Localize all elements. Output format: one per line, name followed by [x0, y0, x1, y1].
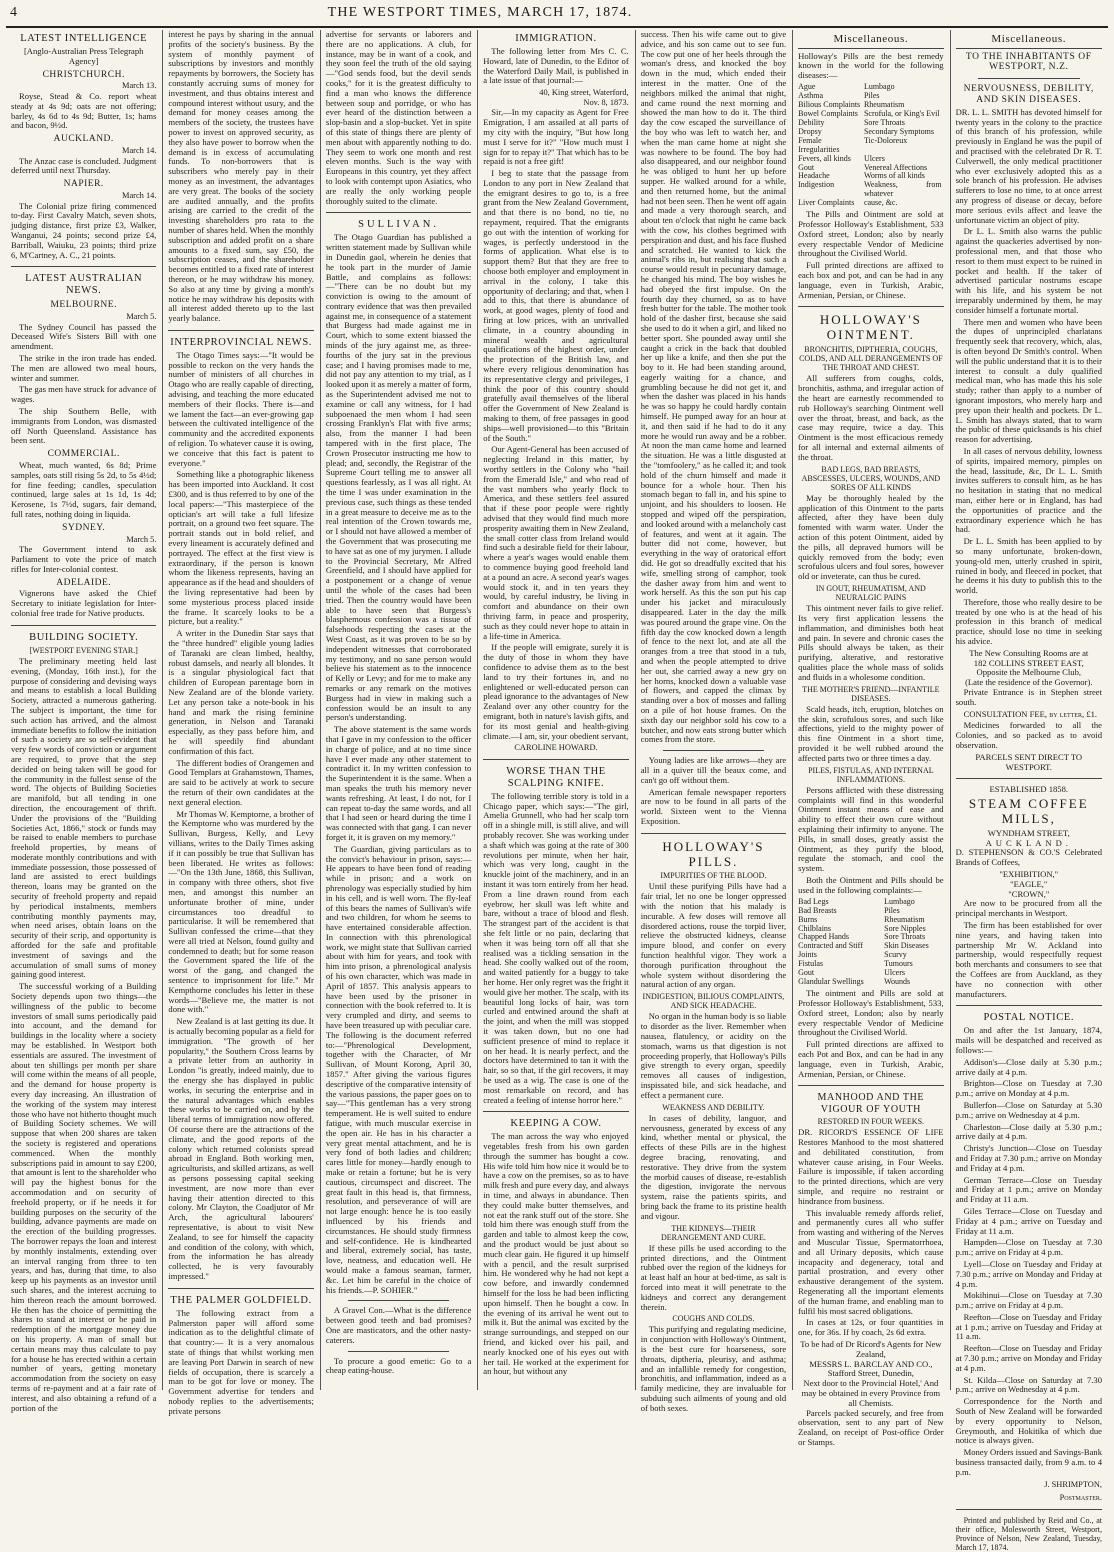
melbourne-text-3: The gas men have struck for advance of wages.	[11, 384, 157, 405]
interprovincial-text-6: New Zealand is at last getting its due. It is actually becoming popular as a field for immigration. "The growth of her popularity," the Southern Cross learns by a private letter from an authority in London "is greatly, indeed mainly, due to the energy she has displayed in public works, in securing the enterprise and in the natural advantages which enables these works to be carried on, and by the liberal terms of immigration now offered. Of course there are the attractions of the climate, and the good reports of the colony which returned colonists spread abroad in England. Both working men, agriculturists, and skilled artizans, as well as persons possessing capital seeking investment, are now more than ever having their attention directed to this colony. Mr Clayton, the Coadjutor of Mr Arch, the agricultural labourers' representative, is about to visit New Zealand, to see for himself the capacity and condition of the colony, with which, from the information he has already collected, he is very favourably impressed."	[168, 1016, 314, 1281]
postal-notice-heading: POSTAL NOTICE.	[983, 1012, 1075, 1024]
ailment-cell: Chapped Hands	[798, 932, 850, 942]
ailment-cell: Piles	[863, 90, 880, 100]
page-number: 4	[10, 5, 18, 20]
napier-date: March 14.	[122, 190, 157, 200]
australian-news-heading: LATEST AUSTRALIAN NEWS.	[25, 273, 143, 297]
postal-route: Brighton—Close on Tuesday at 7.30 p.m.; arrive on Monday at 4 p.m.	[955, 1078, 1102, 1099]
ailment-row	[798, 960, 943, 969]
ailment-cell: Weakness, from whatever	[863, 180, 942, 199]
private-entrance: Private Entrance is in Stephen street south.	[955, 687, 1102, 707]
pills-text-4: If these pills be used according to the printed directions, and the Ointment rubbed over the region of the kidneys for at least half an hour at bed-time, as salt is forced into meat it will penetrate to the kidneys and correct any derangement therein.	[640, 1242, 787, 1312]
column-1	[6, 30, 163, 1413]
emetic-joke: To procure a good emetic: Go to a cheap eating-house.	[325, 1355, 472, 1376]
ailment-cell: Indigestion	[798, 180, 835, 190]
ailment-row	[798, 978, 943, 987]
pills-sub-blood: IMPURITIES OF THE BLOOD.	[660, 871, 767, 881]
sydney-date: March 5.	[126, 534, 157, 544]
pills-text-3: In cases of debility, languor, and nervousness, generated by excess of any kind, whether mental or physical, the effects of these Pills are in the highest degree bracing, renovating, and restorative. They drive from the system the morbid causes of disease, re-establish the digestion, invigorate the nervous system, raise the patients spirits, and bring back the frame to its pristine health and vigour.	[640, 1112, 787, 1221]
column-7	[951, 30, 1108, 1552]
consulting-opposite: Opposite the Melbourne Club,	[976, 667, 1082, 678]
napier-text: The Colonial prize firing commenced to-day. First Cavalry Match, seven shots, judging distance, first prize £3, Walker, Wanganui, 24 points; second prize £4, Barriball, Waiuku, 23 points; third prize 6, M'Cartney, A. C., 21 points.	[11, 200, 157, 260]
ailment-cell: Debility	[798, 117, 825, 127]
manhood-parcels: Parcels packed securely, and free from observation, sent to any part of New Zealand, on receipt of Post-office Order or Stamps.	[798, 1407, 944, 1447]
ailment-cell: Worms of all kinds	[863, 171, 925, 181]
pills-sub-kidneys: THE KIDNEYS—THEIR DERANGEMENT AND CURE.	[660, 1223, 766, 1242]
ailment-cell: Joints	[798, 950, 817, 960]
pills-text-2: No organ in the human body is so liable to disorder as the liver. Remember when nausea, flatulency, or acidity on the stomach, warns us that digestion is not proceeding properly, that Holloway's Pills give strength to every organ, speedily removes all causes of indigestion, inspissated bile, and sick headache, and effect a permanent cure.	[640, 1011, 787, 1100]
ailments-table-2	[798, 898, 943, 988]
pills-text-1: Until these purifying Pills have had a fair trial, let no one be longer oppressed with the notion that his malady is incurable. A few doses will remove all disordered actions, rouse the torpid liver, relieve the obstructed kidneys, cleanse impure blood, and confer on every function healthful vigor. They work a thorough purification throughout the whole system without disordering the natural action of any organ.	[640, 881, 787, 990]
ailment-cell: Skin Diseases	[884, 941, 929, 951]
ailment-cell: Rheumatism	[884, 914, 925, 924]
page-columns	[6, 29, 1108, 1552]
napier-heading: NAPIER.	[63, 179, 104, 190]
divider	[798, 1085, 943, 1086]
melbourne-text-4: The ship Southern Belle, with immigrants from London, was dismasted off North Queensland. Assistance has been sent.	[11, 406, 157, 446]
ointment-text-4: Scald heads, itch, eruption, blotches on the skin, scrofulous sores, and such like affections, yield to the mighty power of this fine Ointment in a short time, provided it be well rubbed around the affected parts two or three times a day.	[798, 703, 944, 763]
divider	[956, 778, 1102, 779]
manhood-agent-intro: To be had of Dr Ricord's Agents for New Zealand,	[800, 1338, 942, 1359]
ailment-cell: Scurvy	[884, 950, 907, 960]
ailment-cell: Headache	[798, 171, 830, 181]
ointment-text-5: Persons afflicted with these distressing complaints will find in this wonderful Ointment instant means of ease and ability to effect their own cure without explaining their infirmity to anyone. The Pills, in small doses, greatly assist the Ointment, as they purify the blood, regulate the stomach, and cool the system.	[798, 784, 944, 874]
ailment-cell: Scrofula, or King's Evil	[863, 108, 940, 118]
ailment-cell: Liver Complaints	[798, 198, 855, 208]
ailment-cell: cause, &c.	[863, 198, 898, 208]
ailment-cell: Chilblains	[798, 923, 832, 933]
postal-route: Hampden—Close on Tuesday at 7.30 p.m.; arrive on Friday at 4 p.m.	[955, 1237, 1102, 1258]
immigration-text-4: Our Agent-General has been accused of neglecting Ireland in this matter, by worthy settlers in the Colony who "hail from the Emerald Isle," and who read of the vast numbers who yearly flock to America, and these settlers feel assured that if these poor people were rightly advised that they would find much more prosperity awaiting them in New Zealand, the small cotter class from Ireland would find such a desirable field for their labour, where a year's wages would enable them to commence buying good freehold land at a pound an acre. A second year's wages would stock it, and in ten years they would, by careful industry, be living in comfort and abundance on their own thriving farm, in peace and prosperity, such as they could never hope to attain in a life-time in America.	[483, 444, 629, 641]
postal-route: Christy's Junction—Close on Tuesday and Friday at 7.30 p.m.; arrive on Monday and Friday at 4 p.m.	[955, 1143, 1102, 1173]
auckland-heading: AUCKLAND.	[53, 134, 114, 145]
coffee-procured: Are now to be procured from all the principal merchants in Westport.	[955, 898, 1102, 919]
column-5	[636, 29, 793, 1413]
sydney-text: The Government intend to ask Parliament to vote the price of match rifles for Inter-colonial contest.	[11, 544, 157, 574]
divider	[978, 78, 1080, 79]
brand-crown: "CROWN,"	[1008, 888, 1050, 899]
consulting-late-residence: (Late the residence of the Governor).	[965, 677, 1093, 688]
reporters-note: American female newspaper reporters are now to be found in all parts of the world. Sixteen went to the Vienna Exposition.	[640, 786, 787, 826]
commercial-heading: COMMERCIAL.	[47, 449, 120, 460]
sydney-heading: SYDNEY.	[62, 522, 106, 533]
sullivan-text-1: The Otago Guardian has published a written statement made by Sullivan while in Dunedin gaol, wherein he denies that he took part in the murder of Jamie Battle, and complains as follows:—"There can be no doubt but my conviction is owing to the amount of contrary evidence that was then prevailed against me, in consequence of a statement that Burgess had made against me in Court, which to some extent biassed the minds of the jury against me, as three-fourths of the jury sat in the previous case; and I having promises made to me, did not pay any attention to my trial, as I looked upon it as merely a matter of form, as the Superintendent advised me not to examine or call any witness, for I had subpoenaed the men whom I had seen crossing Franklyn's Flat with five arms; also, from the manner I had been tampered with in the first place, The Crown Prosecutor instructing me how to plead; and, secondly, the Registrar of the Supreme Court telling me to answer all questions fearlessly, as I was all right. At the time I was under examination in the previous case, such things as these tended in a great measure to deceive me as to the real intention of the Crown towards me, or I should not have allowed a member of the Government that was prosecuting me to have sat as one of my jurymen. I allude to the Provincial Secretary, Mr Alfred Greenfield, and I should have applied for a postponement or a change of venue until the whole of the cases had been tried. Then the country would have been able to have seen that Burgess's blasphemous confession was a tissue of falsehoods respecting the cases at the West Coast, as it was proven to be so by independent witnesses that corroborated my testimony, and no sane person would believe his statement as to the innocence of Kelly or Levy; and for me to make any remarks or any remark on the motives Burgess had in view in making such a confession would be an insult to any person's understanding.	[325, 232, 472, 723]
pills-sub-coughs: COUGHS AND COLDS.	[672, 1314, 755, 1324]
ointment-directions-notice: Full printed directions are affixed to each Pot and Box, and can be had in any language, even in Turkish, Arabic, Armenian, Persian, or Chinese.	[798, 1039, 944, 1079]
established-year: ESTABLISHED 1858.	[989, 784, 1069, 795]
pills-text-5: This purifying and regulating medicine, in conjunction with Holloway's Ointment, is the best cure for hoarseness, sore throats, diptheria, pleurisy, and asthma; and an infallible remedy for congestion, bronchitis, and inflammation, indeed as a family medicine, they are invaluable for subduing such ailments of young and old of both sexes.	[640, 1324, 787, 1413]
ointment-text-3: This ointment never fails to give relief. Its very first application lessens the inflammation, and diminishes both heat and pain. In severe and chronic cases the Pills should always be taken, as their purifying, alterative, and restorative qualities place the whole mass of solids and fluids in a wholesome condition.	[798, 603, 944, 682]
coffee-firm: The firm has been established for over nine years, and having taken into partnership Mr W. Ackland into partnership, would respectfully request both merchants and consumers to see that the Coffees are from Auckland, as they have no connection with other manufacturers.	[955, 920, 1102, 999]
ailment-cell: Ague	[798, 81, 816, 91]
immigration-heading: IMMIGRATION.	[515, 33, 597, 44]
brand-exhibition: "EXHIBITION,"	[999, 869, 1059, 880]
ailment-cell: Piles	[884, 905, 900, 915]
auckland-date: March 14.	[122, 145, 157, 155]
manhood-text-1: DR. RICORD'S ESSENCE OF LIFE Restores Manhood to the most shattered and debilitated constitution, from whatever cause arising, in Four Weeks. Failure is impossible, if taken according to the printed directions, which are very simple, and require no restraint or hindrance from business.	[798, 1127, 944, 1206]
building-society-source: [WESTPORT EVENING STAR.]	[29, 645, 138, 655]
postal-route: Reefton—Close on Tuesday and Friday at 1 p.m.; arrive on Tuesday and Friday at 11 a.m.	[955, 1311, 1102, 1342]
keeping-cow-continued: success. Then his wife came out to give advice, and his son came out to see fun. The cow put one of her heels through the woman's dress, and knocked the boy down in the mud, which ended their interest in the matter. One of the neighbors milked the animal that night, and came round the next morning and showed the man how to do it. The third day the cow escaped the surveillance of the boy who was left to watch her, and when the man came home at night she was nowhere to be found. The boy had also disappeared, and our neighbor found he was obliged to hunt her up before supper. He walked around for a while, and then returned home, but the animal had not been seen. Then he went off again and made a very thorough search, and about ten o'clock that night he came back with the cow, his clothes begrimed with perspiration and dust, and his face flushed and scratched. He wanted to kick the animal's ribs in, but realising that such a course would result in pecuniary damage, he changed his mind. The boy wishes he had obeyed the first impulse. On the fourth day they churned, so as to have fresh butter for the table. The mother took hold of the dasher first, because she said she used to do it when a girl, and liked no better sport. She pounded away until she caught a crick in the back that doubled her up like a knife, and then she put the boy to it. He had been standing around, eagerly waiting for a chance, and grumbling because he did not get it, and when the dasher was placed in his hands he was so happy he could hardly contain himself. He pumped away for an hour at it, and then said if he had to do it any more he would run away and be a robber. At noon the man came home and learned the situation. He was a little disgusted at the "tomfoolery," as he called it; and took hold of the churn himself and made it bounce for a whole hour. Then his stomach began to fall in, and his spine to unjoint, and his shoulders to loosen. He stopped and wiped off the perspiration, and looked around with a melancholy cast of features, and went at it again. The butter did not come, however, but everything in the way of oratorical effort did. He got so dreadfully excited that his wife, smelling strong of camphor, took the dasher away from him and went to work herself. As this the son put his cap under his jacket and miraculously disappeared. Later in the day the milk was poured around the grape vine. On the fifth day the cow knocked down a length of fence to the next lot, and ate all the oranges from a tree that stood in a tub, and when the people attempted to drive her out, she carried away a new gry on her horns, knocked down a valuable vase of flowers, and capped the climax by standing over a box of mosses and falling on a pile of hot house frames. On the sixth day our neighbor sold his cow to a butcher, and now eats strong butter which comes from the store.	[640, 29, 787, 745]
parcels-direct: PARCELS SENT DIRECT TO WESTPORT.	[975, 751, 1083, 772]
smith-text-1: DR. L. L. SMITH has devoted himself for twenty years in the colony to the practice of this branch of his profession, while previously in England he was the pupil of and practised with the celebrated Dr R. T. Culverwell, the only medical practitioner who ever exclusively adopted this as a sole branch of his profession. He advises sufferers to lose no time, to at once arrest any progress of disease or decay, before more serious evils affect and leave the unfortunate victim an object of pity.	[955, 106, 1102, 225]
auckland-text: The Anzac case is concluded. Judgment deferred until next Thursday.	[11, 155, 157, 176]
melbourne-text-2: The strike in the iron trade has ended. The men are allowed two meal hours, winter and summer.	[11, 353, 157, 383]
column-2	[163, 29, 320, 1416]
interprovincial-text-5: Mr Thomas W. Kemptorne, a brother of the Kemptorne who was murdered by the Sullivan, Burgess, Kelly, and Levy villians, writes to the Daily Times asking if it can possibly be true that Sullivan has been liberated. He writes as follows:—"On the 13th June, 1868, this Sullivan, in company with three others, shot five men, and amongst this number an unfortunate brother of mine, under circumstances too dreadful to particularise. It will be remembered that Sullivan confessed the crime—that they were all tried at Nelson, found guilty and condemned to death; but for some reason the Government spared the life of the worst of the gang, and changed the sentence to imprisonment for life." Mr Kempthorne concludes his letter in these words—"Believe me, the matter is not done with."	[168, 808, 314, 1015]
ailment-cell: Tumours	[884, 959, 913, 969]
divider	[11, 266, 156, 267]
ailment-cell: Secondary Symptoms	[863, 126, 934, 136]
ailment-cell: Wounds	[884, 977, 911, 987]
commercial-text: Wheat, much wanted, 6s 8d; Prime samples, oats still rising 5s 2d, to 5s 4½d; for fine feeding; candles, speculation continued, large sales at 1s 1d, 1s 4d; Kerosene, 1s 7½d, sugars, fair demand, full rates, nothing doing in liquida.	[11, 460, 157, 520]
divider	[168, 1288, 313, 1289]
ailment-row	[798, 137, 943, 155]
manhood-subheading: RESTORED IN FOUR WEEKS.	[817, 1117, 925, 1127]
postal-route: Reefton—Close on Tuesday and Friday at 7.30 p.m.; arrive on Monday and Friday at 4 p.m.	[955, 1343, 1102, 1373]
ailment-cell: Sore Nipples	[884, 923, 926, 933]
ointment-text-2: May be thoroughly healed by the application of this Ointment to the parts affected, after they have been duly fomented with warm water. Under the action of this potent Ointment, aided by the pills, all depraved humors will be quickly removed from the body; even scrofulous ulcers and foul sores, however old or inveterate, can thus be cured.	[798, 492, 944, 582]
consulting-address: 182 COLLINS STREET EAST,	[973, 657, 1084, 668]
scalping-knife-text: The following terrible story is told in a Chicago paper, which says:—"The girl, Amelia Grunnell, who had her scalp torn off in a shingle mill, is still alive, and will probably recover. She was working under a shaft which was going at the rate of 300 revolutions per minute, when her hair, which was very long, caught in the knuckle joint of the machinery, and in an instant it was torn entirely from her head. From a line drawn round from each eyebrow, her skull was left white and bare, without a trace of blood and flesh. The strangest part of the accident is that she felt little or no pain, declaring that when it was being torn off all that she realised was a tickling sensation in the head. She coolly walked out of the room, and waited patiently for a buggy to take her home. Her only regret was the fright it would give her mother. The scalp, with its beautiful long locks of hair, was torn curled and entwined around the shaft at the joint, and when the mill was stopped it was taken down, but no one had sufficient presence of mind to replace it on her head. It is nearly perfect, and the doctors have determined to tan it with the hair, so so that, if the girl recovers, it may be used as a wig. The case is one of the most remarkable on record, and has created a feeling of intense horror here."	[483, 790, 629, 1105]
smith-text-3: There men and women who have been the dupes of unprincipled charlatans frequently seek that recovery, which, alas, is often beyond Dr Smith's control. When will the public understand that it is to their interest to consult a duly qualified medical man, who has made this his sole study; rather than apply to a number of ignorant impostors, who merely harp and prey upon their health and pockets. Dr L. L. Smith has always stated, that to warn the public of these quicksands is his chief reason for advertising.	[955, 316, 1102, 445]
miscellaneous-heading: Miscellaneous.	[833, 33, 909, 45]
ailment-row	[798, 181, 943, 199]
smith-text-6: Therefore, those who really desire to be treated by one who is at the head of his profession in this branch of medical practice, should lose no time in seeking his advice.	[955, 596, 1102, 647]
postal-route: Bullerfon—Close on Saturday at 5.30 p.m.; arrive on Wednesday at 4 p.m.	[955, 1099, 1102, 1120]
ointment-sub-gout: IN GOUT, RHEUMATISM, AND NEURALGIC PAINS	[815, 584, 926, 603]
interprovincial-heading: INTERPROVINCIAL NEWS.	[170, 336, 312, 348]
nervousness-heading: NERVOUSNESS, DEBILITY, AND SKIN DISEASES.	[963, 84, 1094, 106]
immigration-text-5: If the people will emigrate, surely it is the duty of those in whom they have confidence to advise them as to the best land to try their fortunes in, and no enlightened or well-educated person can plead ignorance to the advantages of New Zealand over any other country for the emigrant, both in nature's lavish gifts, and for its most genial and health-giving climate.—I am, sir, your obedient servant,	[483, 642, 629, 741]
wyndham-street: WYNDHAM STREET,	[987, 827, 1070, 838]
gravel-joke: A Gravel Con.—What is the difference between good teeth and bad promises? One are masticators, and the other nasty-caterers.	[325, 1305, 472, 1345]
building-society-text-1: The preliminary meeting held last evening, (Monday, 16th inst.), for the purpose of considering and devising ways and means to establish a local Building Society, attracted a numerous gathering. The subject is important, the time for such action has arrived, and the almost immediate benefits to follow the initiation of such a society are so self-evident that very few words of conviction or argument are required, to prove that the step decided on being taken will be good for the community in the fullest sense of the word. The objects of Building Societies are manifold, but all tending in one direction, the encouragement of thrift. Under the provisions of the "Building Societies Act, 1866," stock or funds may be raised to enable members to purchase freehold properties, by means of moderate monthly contributions and with immediate possession, those possessed of land are assisted to erect buildings thereon, loans may be granted on the security of freehold property and repaid by periodical instalments, members contributing monthly payments may, when need arises, obtain loans on the security of their scrip, and opportunity is afforded for the safe and profitable investment of savings and the accumulation of small sums of money gaining good interest.	[11, 655, 157, 980]
sullivan-heading: SULLIVAN.	[358, 219, 439, 231]
postal-route: Giles Terrace—Close on Tuesday and Friday at 4 p.m.; arrive on Tuesday and Friday at 11 a.m.	[955, 1205, 1102, 1236]
building-society-continued: interest he pays by sharing in the annual profits of the society's business. By the system of monthly payment of subscriptions by investors and monthly repayments by borrowers, the Society has constantly accruing sums of money for investment, and thus obtains interest and compound interest without usury, and the demand for money ceases among the members of the society, the trustees have power to invest on approved security, as they also have power to borrow when the demand is in excess of accumulating funds. To non-borrowers that is subscribers who merely pay in their money as an investment, the advantages are very great. The books of the society are audited annually, and the profits arising are carried to the credit of the investing shareholders pro rata to the number of shares held. When the monthly subscription and added profit on a share amounts to a fixed sum, say £50, the subscription ceases, and the shareholder becomes entitled to a fixed rate of interest thereon, or he may withdraw his money. So also at any time by giving a month's notice he may withdraw his deposits with all interest added thereto up to the last yearly balance.	[168, 29, 314, 324]
ointment-sub-bad-legs: BAD LEGS, BAD BREASTS, ABSCESSES, ULCERS, WOUNDS, AND SORES OF ALL KINDS	[801, 464, 941, 492]
immigration-address: 40, King street, Waterford, Nov. 8, 1873.	[539, 88, 629, 107]
melbourne-date: March 5.	[126, 312, 157, 322]
ointment-text-1: All sufferers from coughs, colds, bronchitis, asthma, and irregular action of the heart are earnestly recommended to rub Holloway's searching Ointment well over the throat, breast, and back, as the case may require, twice a day. This Ointment is the most efficacious remedy for all internal and external ailments of the throat.	[798, 373, 944, 462]
smith-text-2: Dr L. L. Smith also warns the public against the quackeries advertised by non-professional men, and that those who resort to them must expect to be ruined in pocket and health. If the taker of advertised particular nostrums escape with his life, and his system be not irreparably undermined by them, he may consider himself a fortunate mortal.	[955, 226, 1102, 315]
manhood-price: In cases at 12s, or four quantities in one, for 36s. If by coach, 2s 6d extra.	[798, 1317, 944, 1338]
keeping-cow-text: The man across the way who enjoyed vegetables fresh from his own garden through the summer has bought a cow. His wife told him how nice it would be to have a cow on the premises, so as to have milk fresh and pure every day, and always in time, and always in abundance. Then they could make butter themselves, and not eat the rank stuff out of the store. She told him there was enough stuff from the garden and table to almost keep the cow, and the product would be just about so much clear gain. He figured it up himself with a pencil, and the result surprised him. He wondered why he had not kept a cow before, and inwardly condemned himself for the loss he had been inflicting upon himself. Then he bought a cow. In the evening of its arrival he went out to milk it. But the animal was excited by the strange surroundings, and stepped on our friend, and kicked over his pail, and nearly knocked one of his eyes out with her tail. He worked at the experiment for an hour, but without any	[483, 1131, 629, 1377]
interprovincial-text-4: The different bodies of Orangemen and Good Templars at Grahamstown, Thames, are said to be actively at work to secure the return of their own candidates at the next general election.	[168, 757, 314, 807]
auckland-label: AUCKLAND.	[985, 837, 1072, 848]
holloways-pills-headline: HOLLOWAY'S PILLS.	[662, 838, 765, 869]
consulting-rooms: The New Consulting Rooms are at	[969, 647, 1089, 658]
postal-route: Addison's—Close daily at 5.30 p.m.; arrive daily at 4 p.m.	[955, 1056, 1102, 1077]
divider	[641, 833, 786, 834]
divider	[168, 330, 313, 331]
manhood-agent-name: MESSRS L. BARCLAY AND CO.,	[809, 1358, 933, 1369]
divider	[483, 1111, 628, 1112]
inhabitants-heading: TO THE INHABITANTS OF WESTPORT, N.Z.	[965, 51, 1092, 73]
printer-imprint: Printed and published by Reid and Co., at their office, Molesworth Street, Westport, Province of Nelson, New Zealand, Tuesday, March 17, 1874.	[955, 1515, 1102, 1552]
divider	[348, 1300, 449, 1301]
manhood-agent-address: Stafford Street, Dunedin,	[827, 1368, 914, 1379]
telegraph-agency: [Anglo-Australian Press Telegraph Agency]	[23, 45, 144, 66]
ailments-table-1	[798, 83, 943, 208]
postal-correspondence: Correspondence for the North and South of New Zealand will be forwarded by every opportunity to Nelson, Greymouth, and Hokitika of which due notice is always given.	[955, 1396, 1102, 1446]
manhood-headline: MANHOOD AND THE VIGOUR OF YOUTH	[817, 1092, 925, 1115]
postal-route: Charleston—Close daily at 5.30 p.m.; arrive daily at 4 p.m.	[955, 1121, 1102, 1142]
ailment-cell: Female Irregularities	[798, 135, 840, 154]
column-6	[793, 30, 950, 1447]
smith-text-5: Dr L. L. Smith has been applied to by so many unfortunate, broken-down, young-old men, utterly crushed in spirit, ruined in body, and fleeced in pocket, that he deems it his duty to publish this to the world.	[955, 536, 1102, 596]
immigration-text-1: The following letter from Mrs C. C. Howard, late of Dunedin, to the Editor of the Waterford Daily Mail, is published in a late issue of that journal:—	[483, 45, 629, 86]
postal-intro: On and after the 1st January, 1874, mails will be despatched and received as follows:—	[955, 1025, 1102, 1055]
ailment-cell: Asthma	[798, 90, 824, 100]
ailment-cell: Glandular Swellings	[798, 977, 864, 987]
pills-sub-weakness: WEAKNESS AND DEBILITY.	[662, 1102, 765, 1112]
keeping-cow-heading: KEEPING A COW.	[510, 1118, 602, 1130]
christchurch-date: March 13.	[122, 81, 157, 91]
postal-route: German Terrace—Close on Tuesday and Friday at 1 p.m.; arrive on Monday and Friday at 11 a.m.	[955, 1174, 1102, 1205]
immigration-text-2: Sir,—In my capacity as Agent for Free Emigration, I am assailed at all parts of my city with the inquiry, "But how long must I serve for it?" "How much must I sign for to repay it?" That which has to be repaid is not a free gift!	[483, 107, 629, 167]
steam-coffee-mills: STEAM COFFEE MILLS,	[968, 796, 1089, 827]
palmer-goldfield-continued: advertise for servants or laborers and there are no applications. A club, for instance, may be in want of a cook, and they soon feel the truth of the old saying—"God sends food, but the devil sends cooks," for it is the greatest difficulty to find a man who knows the difference between soup and porridge, or who has ever heard of the distinction between a slop-basin and a slop-bucket. Yet in spite of this state of things there are plenty of men about with apparently nothing to do. They seem to work one month and rest eleven months. Such is the way with Europeans in this country, yet they affect to look with contempt upon Asiatics, who are really the only working people thoroughly suited to the climate.	[325, 29, 472, 206]
top-rule	[6, 26, 1108, 28]
ailment-cell: Gout	[798, 968, 815, 978]
column-3	[321, 30, 478, 1390]
building-society-text-2: The successful working of a Building Society depends upon two things—the willingness of the public to become investors of small sums periodically paid into account, and the demand for buildings in the locality where a society may be established. In Westport both essentials are assured. The investment of about ten shillings per month per share will come within the means of all people, and the demand for house property is every day increasing. An illustration of the working of the system may interest those who have not hitherto thought much of Building Society schemes. We will suppose that when 200 shares are taken the society is registered and operations commenced. When the monthly subscriptions paid in amount to say £200, that amount is lent to the shareholder who will pay the highest bonus for the accommodation and on security of freehold property, or if he needs it for building purposes on the security of the building, advance payments are made on the erection of the building progresses. The borrower repays the loan and interest by monthly instalments, extending over an interval ranging from three to ten years, and has, during that time, to also keep up his payments as an investor until such shares, and the interest accruing to him thereon reach the amount borrowed. He then has the choice of permitting the shares to stand at interest or be paid in redemption of the mortgage money due on his property. A man of small but certain means may thus calculate to pay for a house he has erected within a certain number of years, getting monetary accommodation from the society on easy terms of re-payment and at a fair rate of interest, and also obtaining a refund of a portion of the	[11, 981, 157, 1413]
divider	[956, 48, 1102, 49]
ailment-cell: Bowel Complaints	[798, 108, 858, 118]
ailment-cell: Dropsy	[798, 126, 822, 136]
stephenson-brands: D. STEPHENSON & CO.'S Celebrated Brands of Coffees,	[955, 847, 1102, 868]
consultation-fee: CONSULTATION FEE, by letter, £1.	[963, 708, 1098, 719]
divider	[798, 48, 943, 49]
interprovincial-text-2: Something like a photographic likeness has been imported into Auckland. It cost £300, and is thus referred to by one of the local papers:—"This masterpiece of the optician's art will take a full lifesize portrait, on a ground two feet square. The portrait stands out in bold relief, and every lineament is accurately defined and portrayed. The effect at the first view is extraordinary, if the person is known whom the likeness represents, having an appearance as if the head and shoulders of the living representative had been by some mysterious process placed inside the frame. It scarcely looks to be a picture, but a reality."	[168, 469, 314, 627]
ailment-cell: Lumbago	[884, 896, 915, 906]
holloways-ointment-headline: HOLLOWAY'S OINTMENT.	[819, 312, 922, 343]
divider	[348, 1351, 449, 1352]
ailment-cell: Bilious Complaints	[798, 99, 861, 109]
newspaper-title: THE WESTPORT TIMES, MARCH 17, 1874.	[327, 5, 633, 20]
postal-route: Mokihinui—Close on Tuesday at 7.30 p.m.; arrive on Friday at 4 p.m.	[955, 1290, 1102, 1311]
divider	[11, 625, 156, 626]
ailment-cell: Gout	[798, 162, 815, 172]
ailment-cell: Ulcers	[863, 153, 885, 163]
pills-directions-notice: Full printed directions are affixed to each box and pot, and can be had in any language, even in Turkish, Arabic, Armenian, Persian, or Chinese.	[798, 260, 944, 300]
sullivan-text-3: The Guardian, giving particulars as to the convict's behaviour in prison, says:—He appears to have been fond of reading while in prison; and a work on phrenology was especially studied by him in his cell, and is well worn. The fly-leaf of this bears the names of Sullivan's wife and two children, for whom he seems to have entertained considerable affection. In connection with this phrenological work, we might state that Sullivan carried about with him for years, and took with him into prison, a phrenological analysis of his own character, which was made in April of 1857. This analysis appears to have been used by the prisoner in connection with the book referred to. It is very crumpled and dirty, and seems to have been treasured up with peculiar care. The following is the document referred to:—"Phrenological Development, together with the Character, of Mr Sullivan, of Mount Korong, April 30, 1857." After giving the various figures descriptive of the comparative intensity of the various passions, the paper goes on to say—"This gentleman has a very strong temperament. He is well suited to endure fatigue, with much muscular exercise in the open air. He has in his character a very great mental attachment, and he is very fond of both ladies and children; cares little for money—hardly enough to make or retain a fortune; but he is very cautious, circumspect and discreet. The great fault in this head is, that firmness, resolution, and perseverance of will are not large enough: hence he is too easily influenced by his friends and circumstances. He should study firmness and self-confidence. He is kindhearted and liberal, extremely social, has taste, love, neatness, and education well. He would make a famous seaman, farmer, &c. Let him be careful in the choice of his friends.—P. SOHIER."	[325, 843, 472, 1295]
melbourne-text-1: The Sydney Council has passed the Deceased Wife's Sisters Bill with one amendment.	[11, 321, 157, 352]
divider	[956, 1005, 1102, 1006]
divider	[798, 306, 943, 307]
melbourne-heading: MELBOURNE.	[50, 300, 117, 311]
manhood-text-2: This invaluable remedy affords relief, and permanently cures all who suffer from wasting and withering of the Nerves and Muscular Tissue, Spermatorrhoea, and all Urinary deposits, which cause incapacity and degeneracy, total and partial prostration, and every other exhaustive derangement of the system. Regenerating all the important elements of the human frame, and enabling man to fulfil his most sacred obligations.	[798, 1207, 944, 1316]
telegraph-heading: LATEST INTELLIGENCE	[20, 33, 148, 44]
ailment-cell: Sore Throats	[884, 932, 926, 942]
ointment-sub-mothers-friend: THE MOTHER'S FRIEND—INFANTILE DISEASES.	[802, 684, 940, 703]
ailment-row	[798, 942, 943, 951]
ointment-sold-notice: The ointment and Pills are sold at Professor Holloway's Establishment, 533, Oxford street, London; also by nearly every respectable Vendor of Medicine throughout the Civilised World.	[798, 988, 944, 1038]
arrows-joke: Young ladies are like arrows—they are all in a quiver till the beaux come, and can't go off without them.	[640, 755, 787, 785]
divider	[326, 212, 471, 213]
postal-route: St. Kilda—Close on Saturday at 7.30 p.m.; arrive on Wednesday at 4 p.m.	[955, 1374, 1102, 1395]
manhood-agent-next: Next door to the Provincial Hotel,' And may be obtained in every Province from all Chemists.	[801, 1378, 941, 1408]
adelaide-text: Vignerons have asked the Chief Secretary to initiate legislation for Inter-colonial free trade for Native products.	[11, 588, 157, 619]
ailment-cell: Bad Breasts	[798, 905, 837, 915]
holloway-intro: Holloway's Pills are the best remedy known in the world for the following diseases:—	[798, 50, 944, 81]
pills-sold-notice: The Pills and Ointment are sold at Professor Holloway's Establishment, 533 Oxford street, London; also by nearly every respectable Vendor of Medicine throughout the Civilised World.	[798, 209, 944, 259]
christchurch-text: Royse, Stead & Co. report wheat steady at 4s 9d; oats are not offering; barley, 4s 6d to 4s 9d; Butter, 1s; hams and bacon, 9½d.	[11, 90, 157, 131]
column-4	[478, 30, 635, 1390]
miscellaneous-heading-2: Miscellaneous.	[991, 33, 1067, 45]
postal-route: Lyell—Close on Tuesday and Friday at 7.30 p.m.; arrive on Monday and Friday at 4 p.m.	[955, 1258, 1102, 1289]
adelaide-heading: ADELAIDE.	[56, 577, 112, 588]
palmer-goldfield-heading: THE PALMER GOLDFIELD.	[170, 1294, 312, 1306]
interprovincial-text-1: The Otago Times says:—"It would be possible to reckon on the very hands the number of ministers of all churches in Otago who are really capable of directing, advising, and teaching the more educated members of their flocks. There is—and we lament the fact—an ever-growing gap between the cultivated intelligence of the community and the accredited exponents of religion. To whatever cause it is owing, we conceive that this fact is patent to everyone."	[168, 349, 314, 468]
ailment-cell: Rheumatism	[863, 99, 905, 109]
interprovincial-text-3: A writer in the Dunedin Star says that the "three hundred" eligible young ladies of Taranaki are clean limbed, healthy, robust damsels, and nearly all blondes. It is a singular physiological fact that children of European parentage born in New Zealand are of the blonde variety. Let any person take a note-book in his hand and mark the rising feminine generation, in Nelson and Taranaki especially, as they pass before him, and he will speedily find abundant confirmation of this fact.	[168, 628, 314, 756]
ailment-cell: Bad Legs	[798, 896, 829, 906]
ailment-cell: Sore Throats	[863, 117, 905, 127]
immigration-signature: CAROLINE HOWARD.	[514, 743, 598, 753]
palmer-goldfield-text: The following extract from a Palmerston paper will afford some indication as to the delightful climate of that country:— It is a very anomalous state of things that whilst working men are leaving Port Darwin in search of new fields of occupation, there is scarcely a man to be got for love or money. The Government advertise for tenders and nobody replies to the advertisements; private persons	[168, 1307, 314, 1416]
postal-schedule	[956, 1058, 1102, 1396]
smith-text-4: In all cases of nervous debility, lowness of spirits, impaired memory, pimples on the head, lassitude, &c, Dr L. L. Smith invites sufferers to consult him, as he has no hesitation in stating that no medical man, either here or in England, has had the opportunities of practice and the extraordinary experience which he has had.	[955, 445, 1102, 535]
divider	[956, 1509, 1102, 1510]
ailment-cell: Tic-Doloreux	[863, 135, 908, 145]
medicines-forwarded: Medicines forwarded to all the Colonies, and so packed as to avoid observation.	[955, 720, 1102, 751]
postal-money-orders: Money Orders issued and Savings-Bank business transacted daily, from 9 a.m. to 4 p.m.	[955, 1447, 1102, 1477]
ointment-sub-bronchitis: BRONCHITIS, DIPTHERIA, COUGHS, COLDS, AND ALL DERANGEMENTS OF THE THROAT AND CHEST.	[799, 345, 943, 373]
building-society-heading: BUILDING SOCIETY.	[29, 631, 139, 643]
ailment-cell: Venereal Affections	[863, 162, 928, 172]
ailment-cell: Fevers, all kinds	[798, 153, 851, 163]
brand-eagle: "EAGLE,"	[1010, 878, 1048, 889]
postmaster-name: J. SHRIMPTON,	[1044, 1479, 1102, 1489]
postmaster-title: Postmaster.	[1059, 1493, 1102, 1503]
divider	[663, 750, 764, 751]
ailment-cell: Lumbago	[863, 81, 895, 91]
ailment-cell: Fistulas	[798, 959, 824, 969]
ointment-both-intro: Both the Ointment and Pills should be used in the following complaints:—	[798, 875, 944, 895]
scalping-knife-heading: WORSE THAN THE SCALPING KNIFE.	[506, 765, 606, 789]
ailment-cell: Ulcers	[884, 968, 906, 978]
immigration-text-3: I beg to state that the passage from London to any port in New Zealand that the emigrant desires to go to, is a free grant from the New Zealand Government, and that there is no bond, no tie, no repayment, required. That the emigrants go out with the intention of working for wages, is perfectly understood in the forms of application. What else is to support them? But that they are free to choose both employer and employment in arrival in the colony, I take this opportunity of declaring; and that, when I add to this, that there is abundance of work, at good wages, plenty of food and firing at low prices, with an unrivalled climate, in a country abounding in mineral wealth and agricultural qualifications of the highest order, under the protection of the British law, and where every religious denomination has its representative clergy and privileges, I think the poor of this country should gratefully avail themselves of the liberal offer the Government of New Zealand is making to them, of free passages in good ships—well provisioned—to this "Britain of the South."	[483, 168, 629, 443]
masthead	[0, 0, 1114, 26]
ailment-cell: Contracted and Stiff	[798, 941, 863, 951]
ailment-cell: Burns	[798, 914, 818, 924]
divider	[483, 759, 628, 760]
ointment-sub-piles: PILES, FISTULAS, AND INTERNAL INFLAMMATIONS.	[808, 765, 934, 784]
sullivan-text-2: The above statement is the same words that I gave in my confession to the officer in charge of police, and at no time since have I ever made any other statement to contradict it. In my written confession to the Superintendent it is the same. When a man speaks the truth his memory never wants refreshing. At least, I do not, for I can repeat to-day the same words, and all that I had seen or heard during the time I was connected with that gang. I can never forget it, it is graven on my memory."	[325, 724, 472, 842]
pills-sub-indigestion: INDIGESTION, BILIOUS COMPLAINTS, AND SICK HEADACHE.	[642, 992, 785, 1011]
ailment-row	[798, 199, 943, 208]
christchurch-heading: CHRISTCHURCH.	[42, 69, 125, 80]
